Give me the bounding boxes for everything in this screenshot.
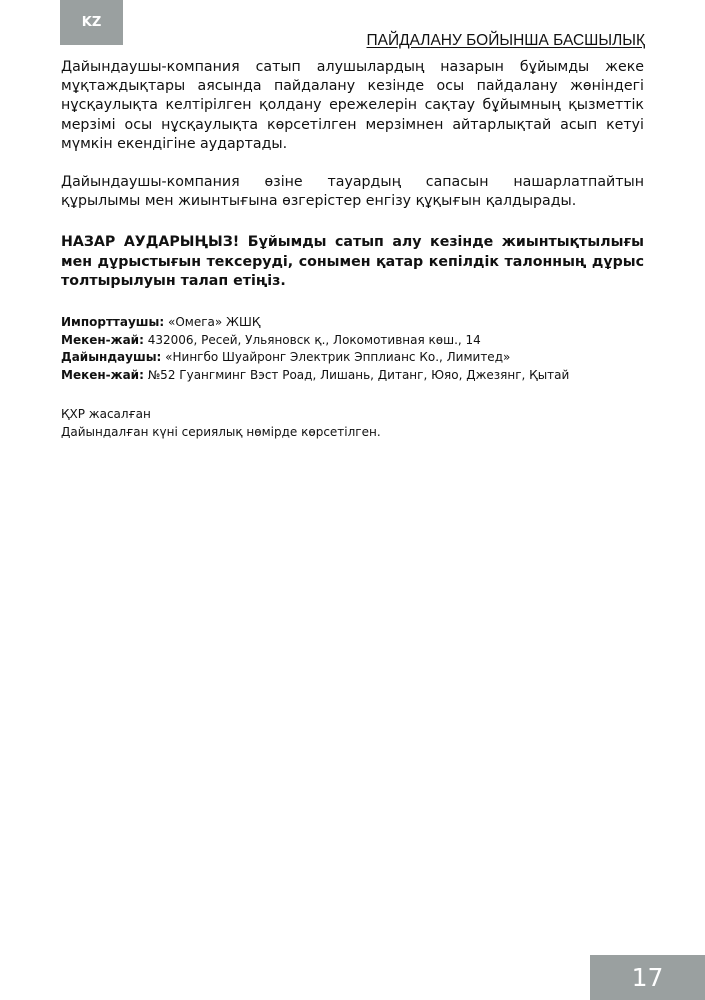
company-info-block	[61, 314, 644, 384]
importer-label: Импорттаушы:	[61, 315, 165, 330]
manufacturer-address-value: №52 Гуангминг Вэст Роад, Лишань, Дитанг, Юяо, Джезянг, Қытай	[143, 367, 570, 382]
attention-warning: НАЗАР АУДАРЫҢЫЗ! Бұйымды сатып алу кезінде жиынтықтылығы мен дұрыстығын тексеруді, сонымен қатар кепілдік талонның дұрыс толтырылуын талап етіңіз.	[61, 234, 644, 289]
manufacturer-row	[61, 349, 644, 367]
importer-address-row	[61, 332, 644, 350]
importer-address-value: 432006, Ресей, Ульяновск қ., Локомотивная көш., 14	[143, 332, 481, 347]
manufacturer-address-label: Мекен-жай:	[61, 367, 144, 382]
page-content	[61, 58, 644, 441]
manufacturer-value: «Нингбо Шуайронг Электрик Эпплианс Ко., Лимитед»	[161, 350, 511, 365]
made-in-text: ҚХР жасалған	[61, 407, 151, 422]
language-code: KZ	[81, 15, 102, 30]
importer-address-label: Мекен-жай:	[61, 332, 144, 347]
manufacturer-lifetime-paragraph: Дайындаушы-компания сатып алушылардың назарын бұйымды жеке мұқтаждықтары аясында пайдалану кезінде осы пайдалану жөніндегі нұсқаулықта келтірілген қолдану ережелерін сақтау бұйымның қызметтік мерзімі осы нұсқаулықта көрсетілген мерзімнен айтарлықтай асып кетуі мүмкін екендігіне аудартады.	[61, 59, 644, 152]
manufacturer-label: Дайындаушы:	[61, 350, 162, 365]
page-number-box	[590, 955, 705, 1000]
manufacture-date-note: Дайындалған күні сериялық нөмірде көрсетілген.	[61, 424, 381, 439]
importer-row	[61, 314, 644, 332]
manufacturer-address-row	[61, 367, 644, 385]
language-tab	[60, 0, 123, 45]
origin-block	[61, 406, 644, 441]
manufacturer-rights-paragraph: Дайындаушы-компания өзіне тауардың сапасын нашарлатпайтын құрылымы мен жиынтығына өзгерістер енгізу құқығын қалдырады.	[61, 174, 644, 210]
page-header-title: ПАЙДАЛАНУ БОЙЫНША БАСШЫЛЫҚ	[366, 32, 645, 49]
page-number: 17	[631, 963, 664, 992]
importer-value: «Омега» ЖШҚ	[164, 315, 261, 330]
